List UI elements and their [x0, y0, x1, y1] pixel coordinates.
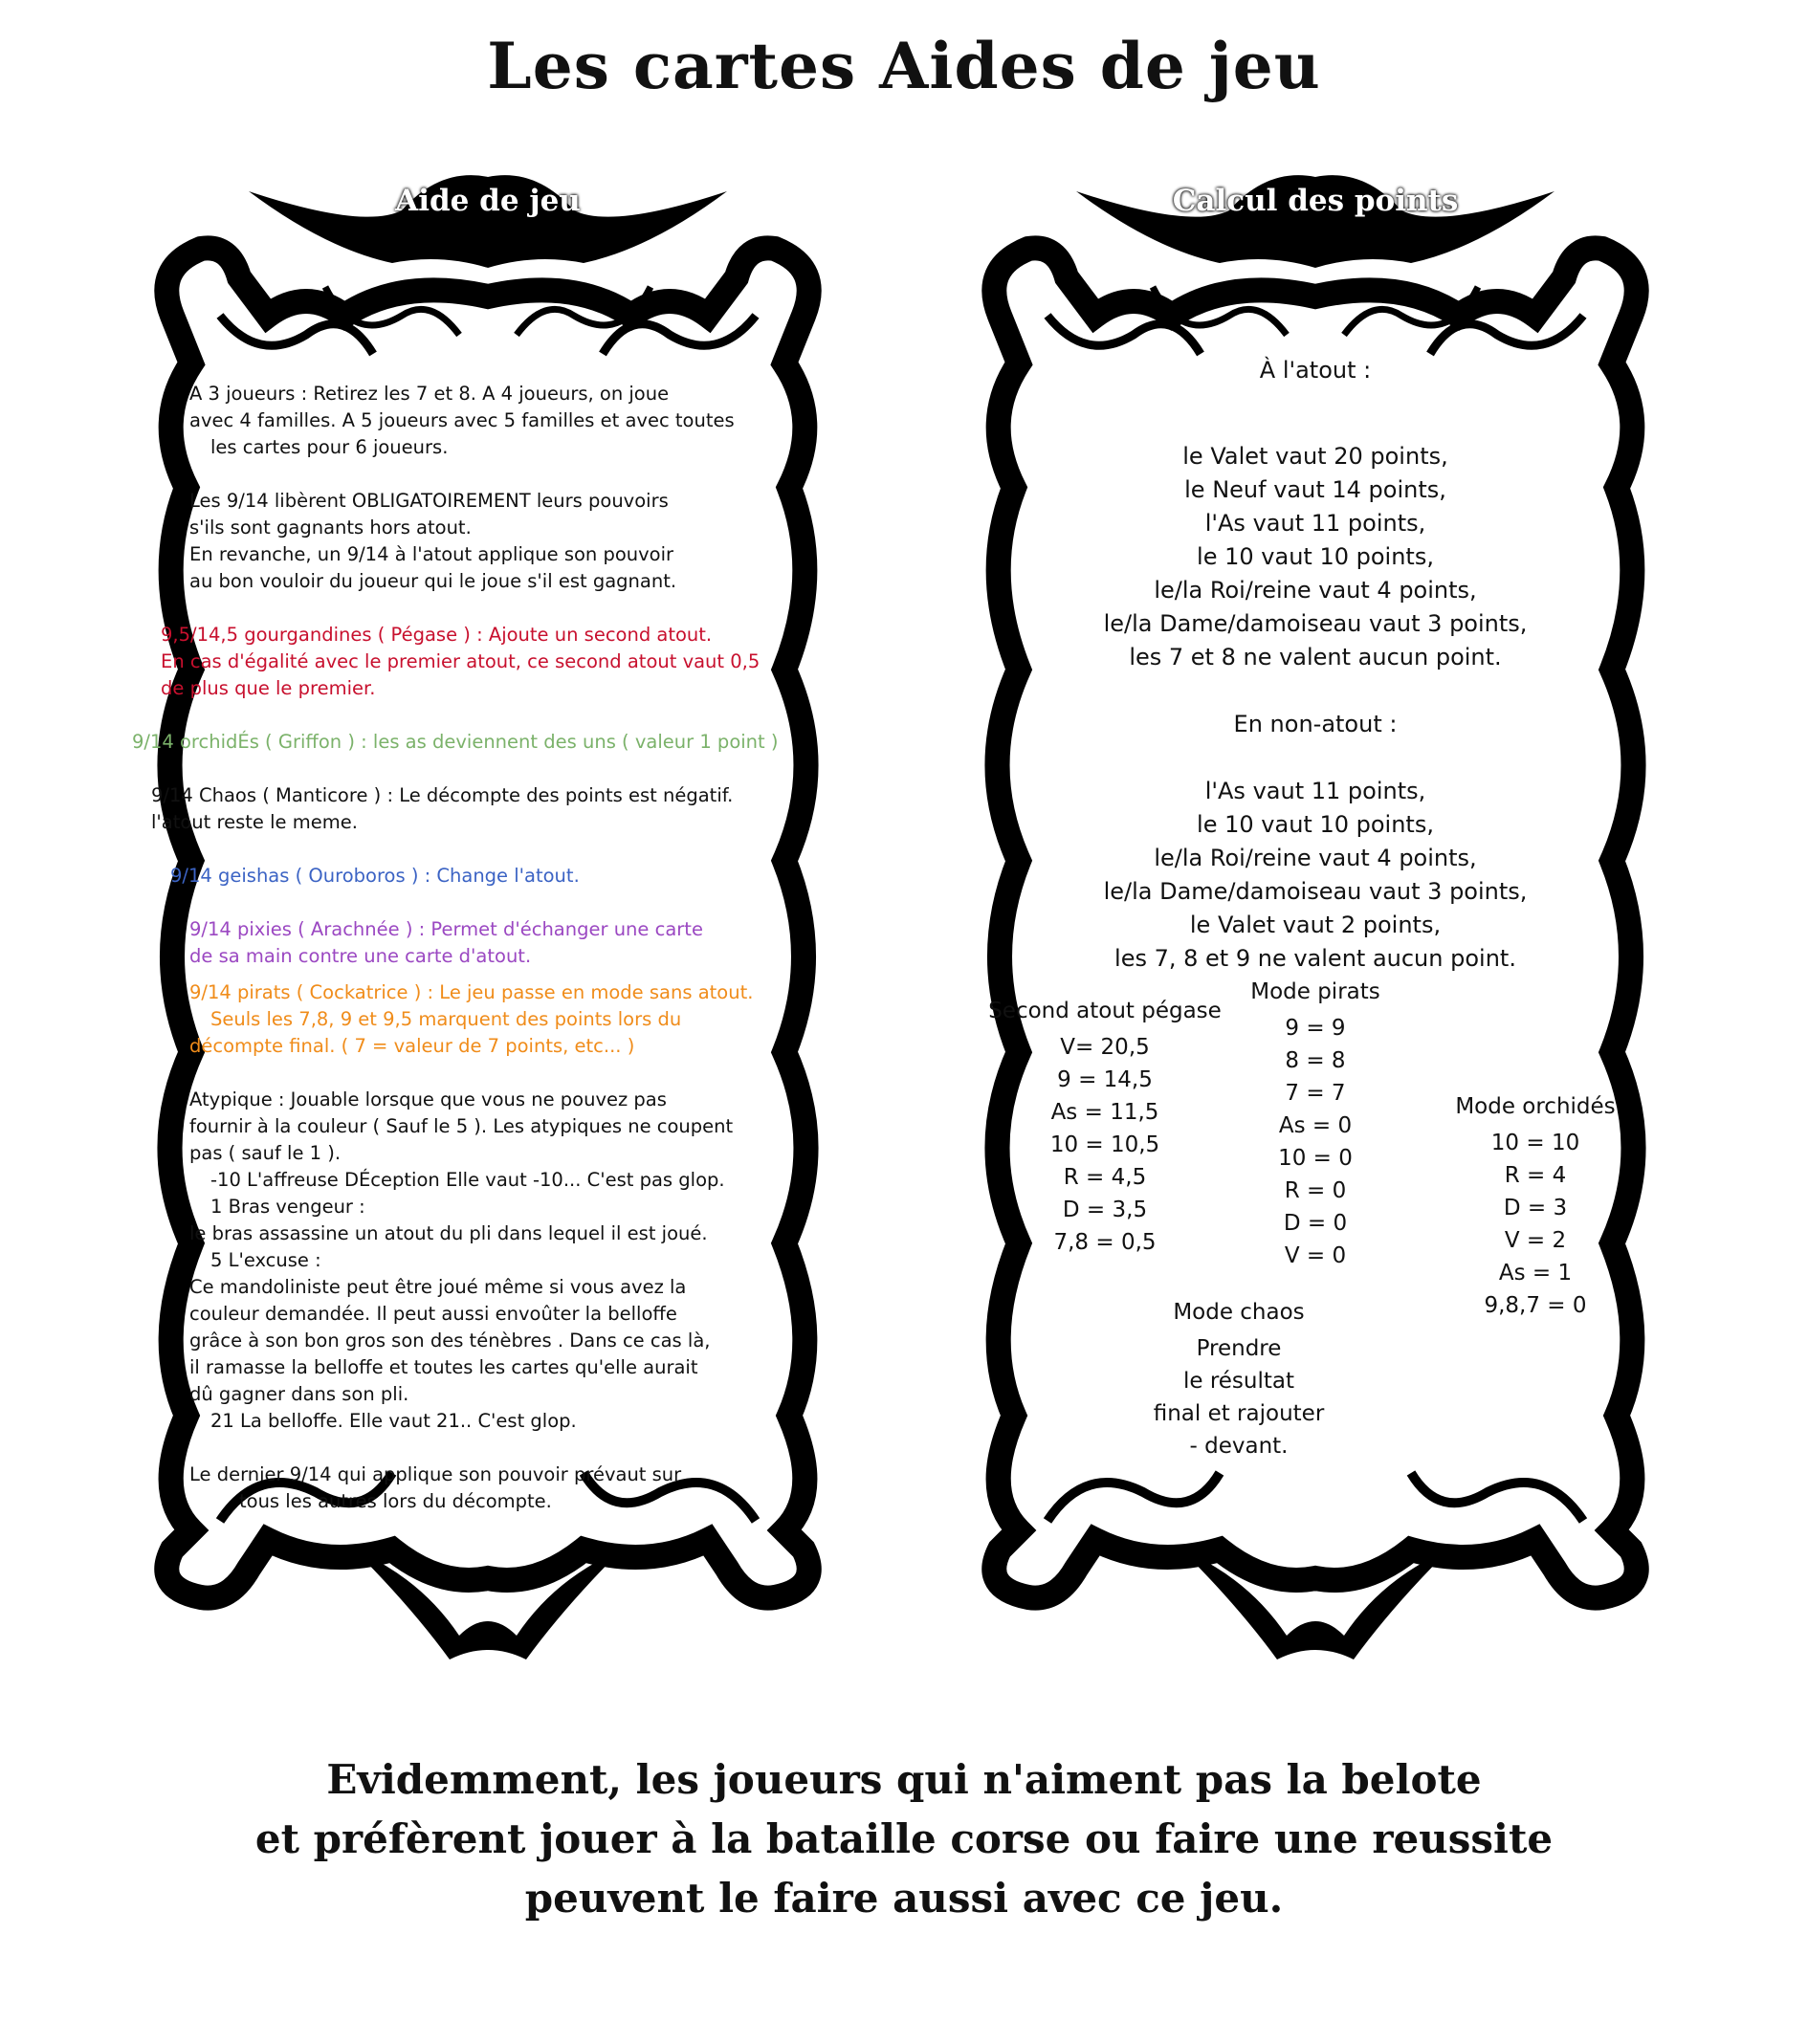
- game-aid-card: [115, 172, 861, 1664]
- points-line: le/la Roi/reine vaut 4 points,: [1154, 577, 1477, 604]
- points-line: le/la Dame/damoiseau vaut 3 points,: [1103, 878, 1528, 905]
- rule-gourgandines: [161, 622, 830, 702]
- rule-line: Seuls les 7,8, 9 et 9,5 marquent des points lors du: [210, 1008, 682, 1030]
- rule-pirats: [189, 979, 802, 1060]
- rule-line: les cartes pour 6 joueurs.: [210, 436, 449, 458]
- points-list: [1000, 354, 1631, 976]
- rule-line: En cas d'égalité avec le premier atout, ce second atout vaut 0,5: [161, 650, 761, 672]
- rule-line: Le dernier 9/14 qui applique son pouvoir prévaut sur: [189, 1463, 682, 1485]
- rule-last-power: [189, 1462, 802, 1515]
- atout-heading: À l'atout :: [1259, 357, 1372, 384]
- mode-line: le résultat: [1182, 1369, 1295, 1394]
- bottom-line: peuvent le faire aussi avec ce jeu.: [524, 1875, 1284, 1922]
- mode-line: 9,8,7 = 0: [1484, 1293, 1587, 1318]
- rule-atypique: [189, 1087, 802, 1435]
- rule-line: 9/14 geishas ( Ouroboros ) : Change l'atout.: [170, 865, 580, 887]
- rule-line: fournir à la couleur ( Sauf le 5 ). Les atypiques ne coupent: [189, 1115, 734, 1137]
- mode-line: 9 = 9: [1285, 1016, 1346, 1041]
- points-line: le/la Dame/damoiseau vaut 3 points,: [1103, 610, 1528, 637]
- mode-line: 10 = 10,5: [1049, 1132, 1160, 1157]
- mode-line: V = 0: [1284, 1243, 1347, 1268]
- mode-line: D = 0: [1283, 1211, 1348, 1236]
- rule-line: dû gagner dans son pli.: [189, 1383, 409, 1405]
- rule-line: 5 L'excuse :: [210, 1249, 321, 1271]
- points-card: [942, 172, 1688, 1664]
- points-line: l'As vaut 11 points,: [1204, 778, 1426, 804]
- rule-line: 9/14 orchidÉs ( Griffon ) : les as deviennent des uns ( valeur 1 point ): [132, 731, 779, 753]
- rule-line: 9,5/14,5 gourgandines ( Pégase ) : Ajoute un second atout.: [161, 624, 713, 646]
- mode-title: Mode pirats: [1250, 979, 1380, 1004]
- rule-geishas: [170, 863, 802, 890]
- points-line: l'As vaut 11 points,: [1204, 510, 1426, 537]
- points-line: le Valet vaut 20 points,: [1182, 443, 1448, 470]
- mode-line: D = 3,5: [1062, 1198, 1148, 1222]
- rule-line: Ce mandoliniste peut être joué même si vous avez la: [189, 1276, 687, 1298]
- rule-line: Atypique : Jouable lorsque que vous ne pouvez pas: [189, 1088, 667, 1110]
- rule-line: 9/14 pirats ( Cockatrice ) : Le jeu passe en mode sans atout.: [189, 981, 754, 1003]
- rule-line: de sa main contre une carte d'atout.: [189, 945, 532, 967]
- rule-line: il ramasse la belloffe et toutes les cartes qu'elle aurait: [189, 1356, 698, 1378]
- mode-line: As = 1: [1498, 1261, 1573, 1286]
- rule-pixies: [189, 916, 802, 970]
- mode-pegase: [981, 995, 1229, 1259]
- points-line: le/la Roi/reine vaut 4 points,: [1154, 845, 1477, 871]
- mode-orchides: [1430, 1090, 1641, 1322]
- mode-line: Prendre: [1196, 1336, 1282, 1361]
- mode-line: R = 4,5: [1063, 1165, 1147, 1190]
- mode-line: final et rajouter: [1153, 1401, 1325, 1426]
- non-atout-heading: En non-atout :: [1233, 711, 1398, 737]
- points-line: le Neuf vaut 14 points,: [1184, 476, 1446, 503]
- mode-pirats: [1229, 976, 1401, 1272]
- mode-line: V= 20,5: [1060, 1035, 1150, 1060]
- page-title: Les cartes Aides de jeu: [487, 29, 1321, 103]
- rule-line: tous les autres lors du décompte.: [239, 1490, 552, 1512]
- bottom-line: et préfèrent jouer à la bataille corse ou faire une reussite: [254, 1815, 1554, 1862]
- mode-line: As = 0: [1278, 1113, 1353, 1138]
- mode-chaos: [1134, 1296, 1344, 1462]
- mode-line: As = 11,5: [1050, 1100, 1159, 1125]
- points-line: le 10 vaut 10 points,: [1197, 543, 1434, 570]
- mode-line: 10 = 10: [1490, 1131, 1580, 1155]
- rule-line: 9/14 pixies ( Arachnée ) : Permet d'échanger une carte: [189, 918, 703, 940]
- mode-line: 9 = 14,5: [1057, 1067, 1153, 1092]
- rule-line: A 3 joueurs : Retirez les 7 et 8. A 4 joueurs, on joue: [189, 383, 670, 405]
- rule-line: couleur demandée. Il peut aussi envoûter la belloffe: [189, 1303, 677, 1325]
- card-title: Aide de jeu: [395, 184, 581, 218]
- rule-line: -10 L'affreuse DÉception Elle vaut -10... C'est pas glop.: [210, 1169, 725, 1191]
- mode-line: 7 = 7: [1285, 1081, 1346, 1106]
- rule-line: de plus que le premier.: [161, 677, 376, 699]
- rule-line: le bras assassine un atout du pli dans lequel il est joué.: [189, 1222, 708, 1244]
- mode-line: R = 4: [1504, 1163, 1567, 1188]
- rule-line: au bon vouloir du joueur qui le joue s'il est gagnant.: [189, 570, 677, 592]
- mode-line: 10 = 0: [1278, 1146, 1353, 1171]
- mode-line: R = 0: [1284, 1178, 1347, 1203]
- rule-line: 21 La belloffe. Elle vaut 21.. C'est glop.: [210, 1410, 577, 1432]
- rule-line: avec 4 familles. A 5 joueurs avec 5 familles et avec toutes: [189, 409, 735, 431]
- bottom-note: [0, 1750, 1808, 1928]
- rule-powers: [189, 488, 802, 595]
- rule-line: pas ( sauf le 1 ).: [189, 1142, 342, 1164]
- rule-orchides: [132, 729, 840, 756]
- rule-line: s'ils sont gagnants hors atout.: [189, 516, 472, 538]
- points-line: les 7, 8 et 9 ne valent aucun point.: [1114, 945, 1516, 972]
- mode-line: - devant.: [1189, 1434, 1289, 1459]
- rule-line: 1 Bras vengeur :: [210, 1196, 365, 1218]
- mode-title: Second atout pégase: [988, 999, 1222, 1023]
- mode-title: Mode orchidés: [1455, 1094, 1616, 1119]
- mode-title: Mode chaos: [1173, 1300, 1305, 1325]
- rule-line: grâce à son bon gros son des ténèbres . Dans ce cas là,: [189, 1330, 711, 1352]
- rule-line: décompte final. ( 7 = valeur de 7 points, etc... ): [189, 1035, 635, 1057]
- rule-line: Les 9/14 libèrent OBLIGATOIREMENT leurs pouvoirs: [189, 490, 669, 512]
- rule-chaos: [151, 782, 802, 836]
- bottom-line: Evidemment, les joueurs qui n'aiment pas la belote: [326, 1756, 1482, 1803]
- rule-line: l'atout reste le meme.: [151, 811, 358, 833]
- rule-line: En revanche, un 9/14 à l'atout applique son pouvoir: [189, 543, 674, 565]
- rules-list: [132, 381, 802, 1542]
- mode-line: V = 2: [1504, 1228, 1567, 1253]
- card-title: Calcul des points: [1172, 184, 1459, 218]
- mode-line: D = 3: [1503, 1196, 1568, 1220]
- points-line: le 10 vaut 10 points,: [1197, 811, 1434, 838]
- rule-line: 9/14 Chaos ( Manticore ) : Le décompte des points est négatif.: [151, 784, 734, 806]
- points-line: les 7 et 8 ne valent aucun point.: [1129, 644, 1502, 670]
- rule-player-count: [189, 381, 802, 461]
- points-line: le Valet vaut 2 points,: [1189, 912, 1442, 938]
- mode-line: 8 = 8: [1285, 1048, 1346, 1073]
- mode-line: 7,8 = 0,5: [1053, 1230, 1157, 1255]
